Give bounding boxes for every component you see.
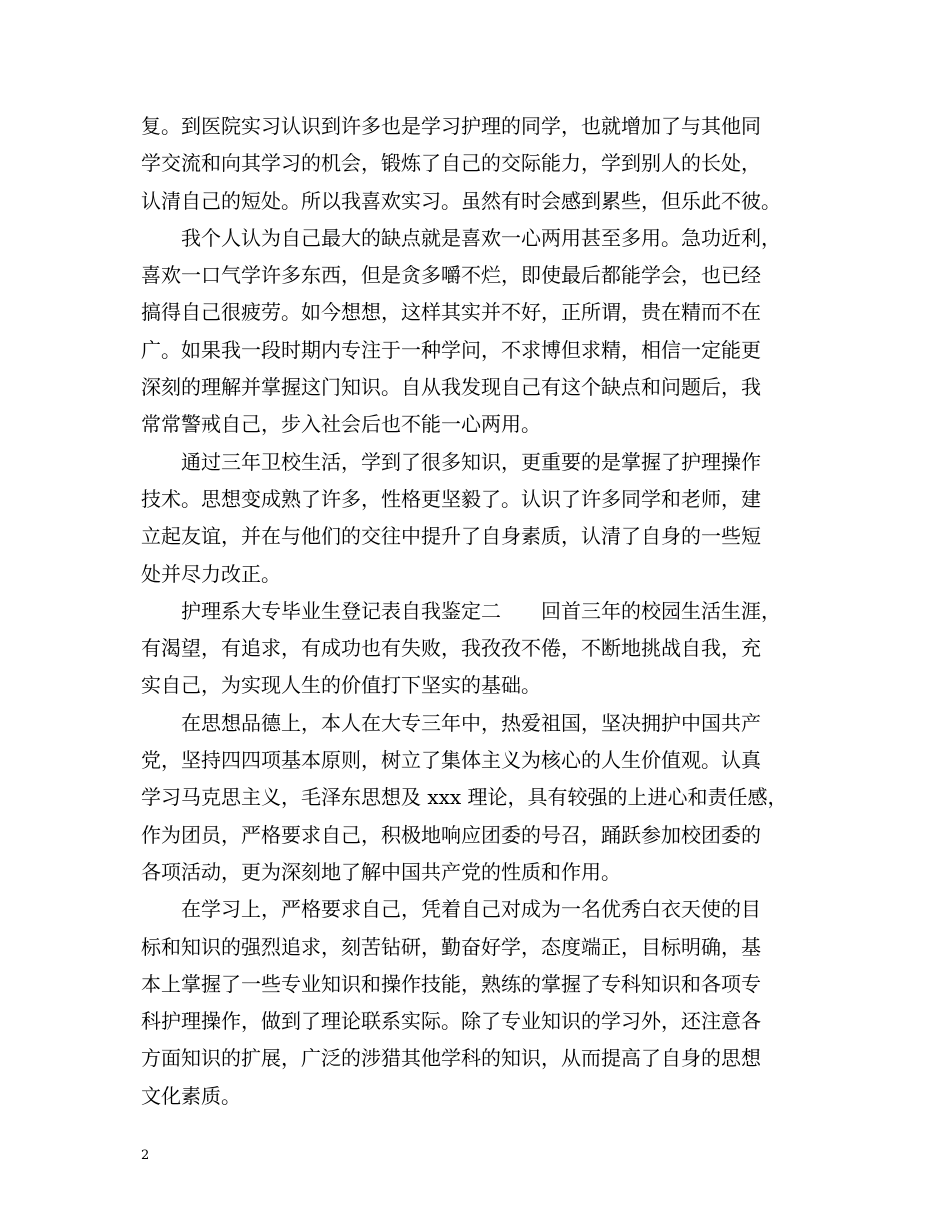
text-line: 各项活动，更为深刻地了解中国共产党的性质和作用。 (141, 859, 621, 884)
text-line: 本上掌握了一些专业知识和操作技能，熟练的掌握了专科知识和各项专 (141, 971, 761, 996)
text-line: 认清自己的短处。所以我喜欢实习。虽然有时会感到累些，但乐此不彼。 (141, 188, 781, 213)
text-line: 护理系大专毕业生登记表自我鉴定二 回首三年的校园生活生涯， (181, 598, 781, 623)
text-line: 有渴望，有追求，有成功也有失败，我孜孜不倦，不断地挑战自我，充 (141, 636, 761, 661)
page-number: 2 (141, 1148, 150, 1163)
text-line: 作为团员，严格要求自己，积极地响应团委的号召，踊跃参加校团委的 (141, 822, 761, 847)
text-line: 学交流和向其学习的机会，锻炼了自己的交际能力，学到别人的长处， (141, 151, 761, 176)
text-line: 广。如果我一段时期内专注于一种学问，不求博但求精，相信一定能更 (141, 337, 761, 362)
text-line: 常常警戒自己，步入社会后也不能一心两用。 (141, 412, 541, 437)
text-line: 文化素质。 (141, 1083, 241, 1108)
text-line: 方面知识的扩展，广泛的涉猎其他学科的知识，从而提高了自身的思想 (141, 1046, 761, 1071)
text-line: 立起友谊，并在与他们的交往中提升了自身素质，认清了自身的一些短 (141, 524, 761, 549)
text-line: 标和知识的强烈追求，刻苦钻研，勤奋好学，态度端正，目标明确，基 (141, 934, 761, 959)
text-line: 实自己，为实现人生的价值打下坚实的基础。 (141, 673, 541, 698)
text-line: 学习马克思主义，毛泽东思想及 xxx 理论，具有较强的上进心和责任感， (141, 785, 788, 810)
text-line: 党，坚持四四项基本原则，树立了集体主义为核心的人生价值观。认真 (141, 748, 761, 773)
text-line: 处并尽力改正。 (141, 561, 281, 586)
document-body (141, 108, 831, 1115)
text-line: 深刻的理解并掌握这门知识。自从我发现自己有这个缺点和问题后，我 (141, 375, 761, 400)
text-line: 在思想品德上，本人在大专三年中，热爱祖国，坚决拥护中国共产 (181, 710, 761, 735)
text-line: 复。到医院实习认识到许多也是学习护理的同学，也就增加了与其他同 (141, 114, 761, 138)
text-line: 搞得自己很疲劳。如今想想，这样其实并不好，正所谓，贵在精而不在 (141, 300, 761, 325)
text-line: 我个人认为自己最大的缺点就是喜欢一心两用甚至多用。急功近利， (181, 225, 781, 250)
text-line: 技术。思想变成熟了许多，性格更坚毅了。认识了许多同学和老师，建 (141, 486, 761, 511)
text-line: 在学习上，严格要求自己，凭着自己对成为一名优秀白衣天使的目 (181, 897, 761, 922)
text-line: 喜欢一口气学许多东西，但是贪多嚼不烂，即使最后都能学会，也已经 (141, 263, 761, 288)
text-line: 通过三年卫校生活，学到了很多知识，更重要的是掌握了护理操作 (181, 449, 761, 474)
text-line: 科护理操作，做到了理论联系实际。除了专业知识的学习外，还注意各 (141, 1009, 761, 1034)
